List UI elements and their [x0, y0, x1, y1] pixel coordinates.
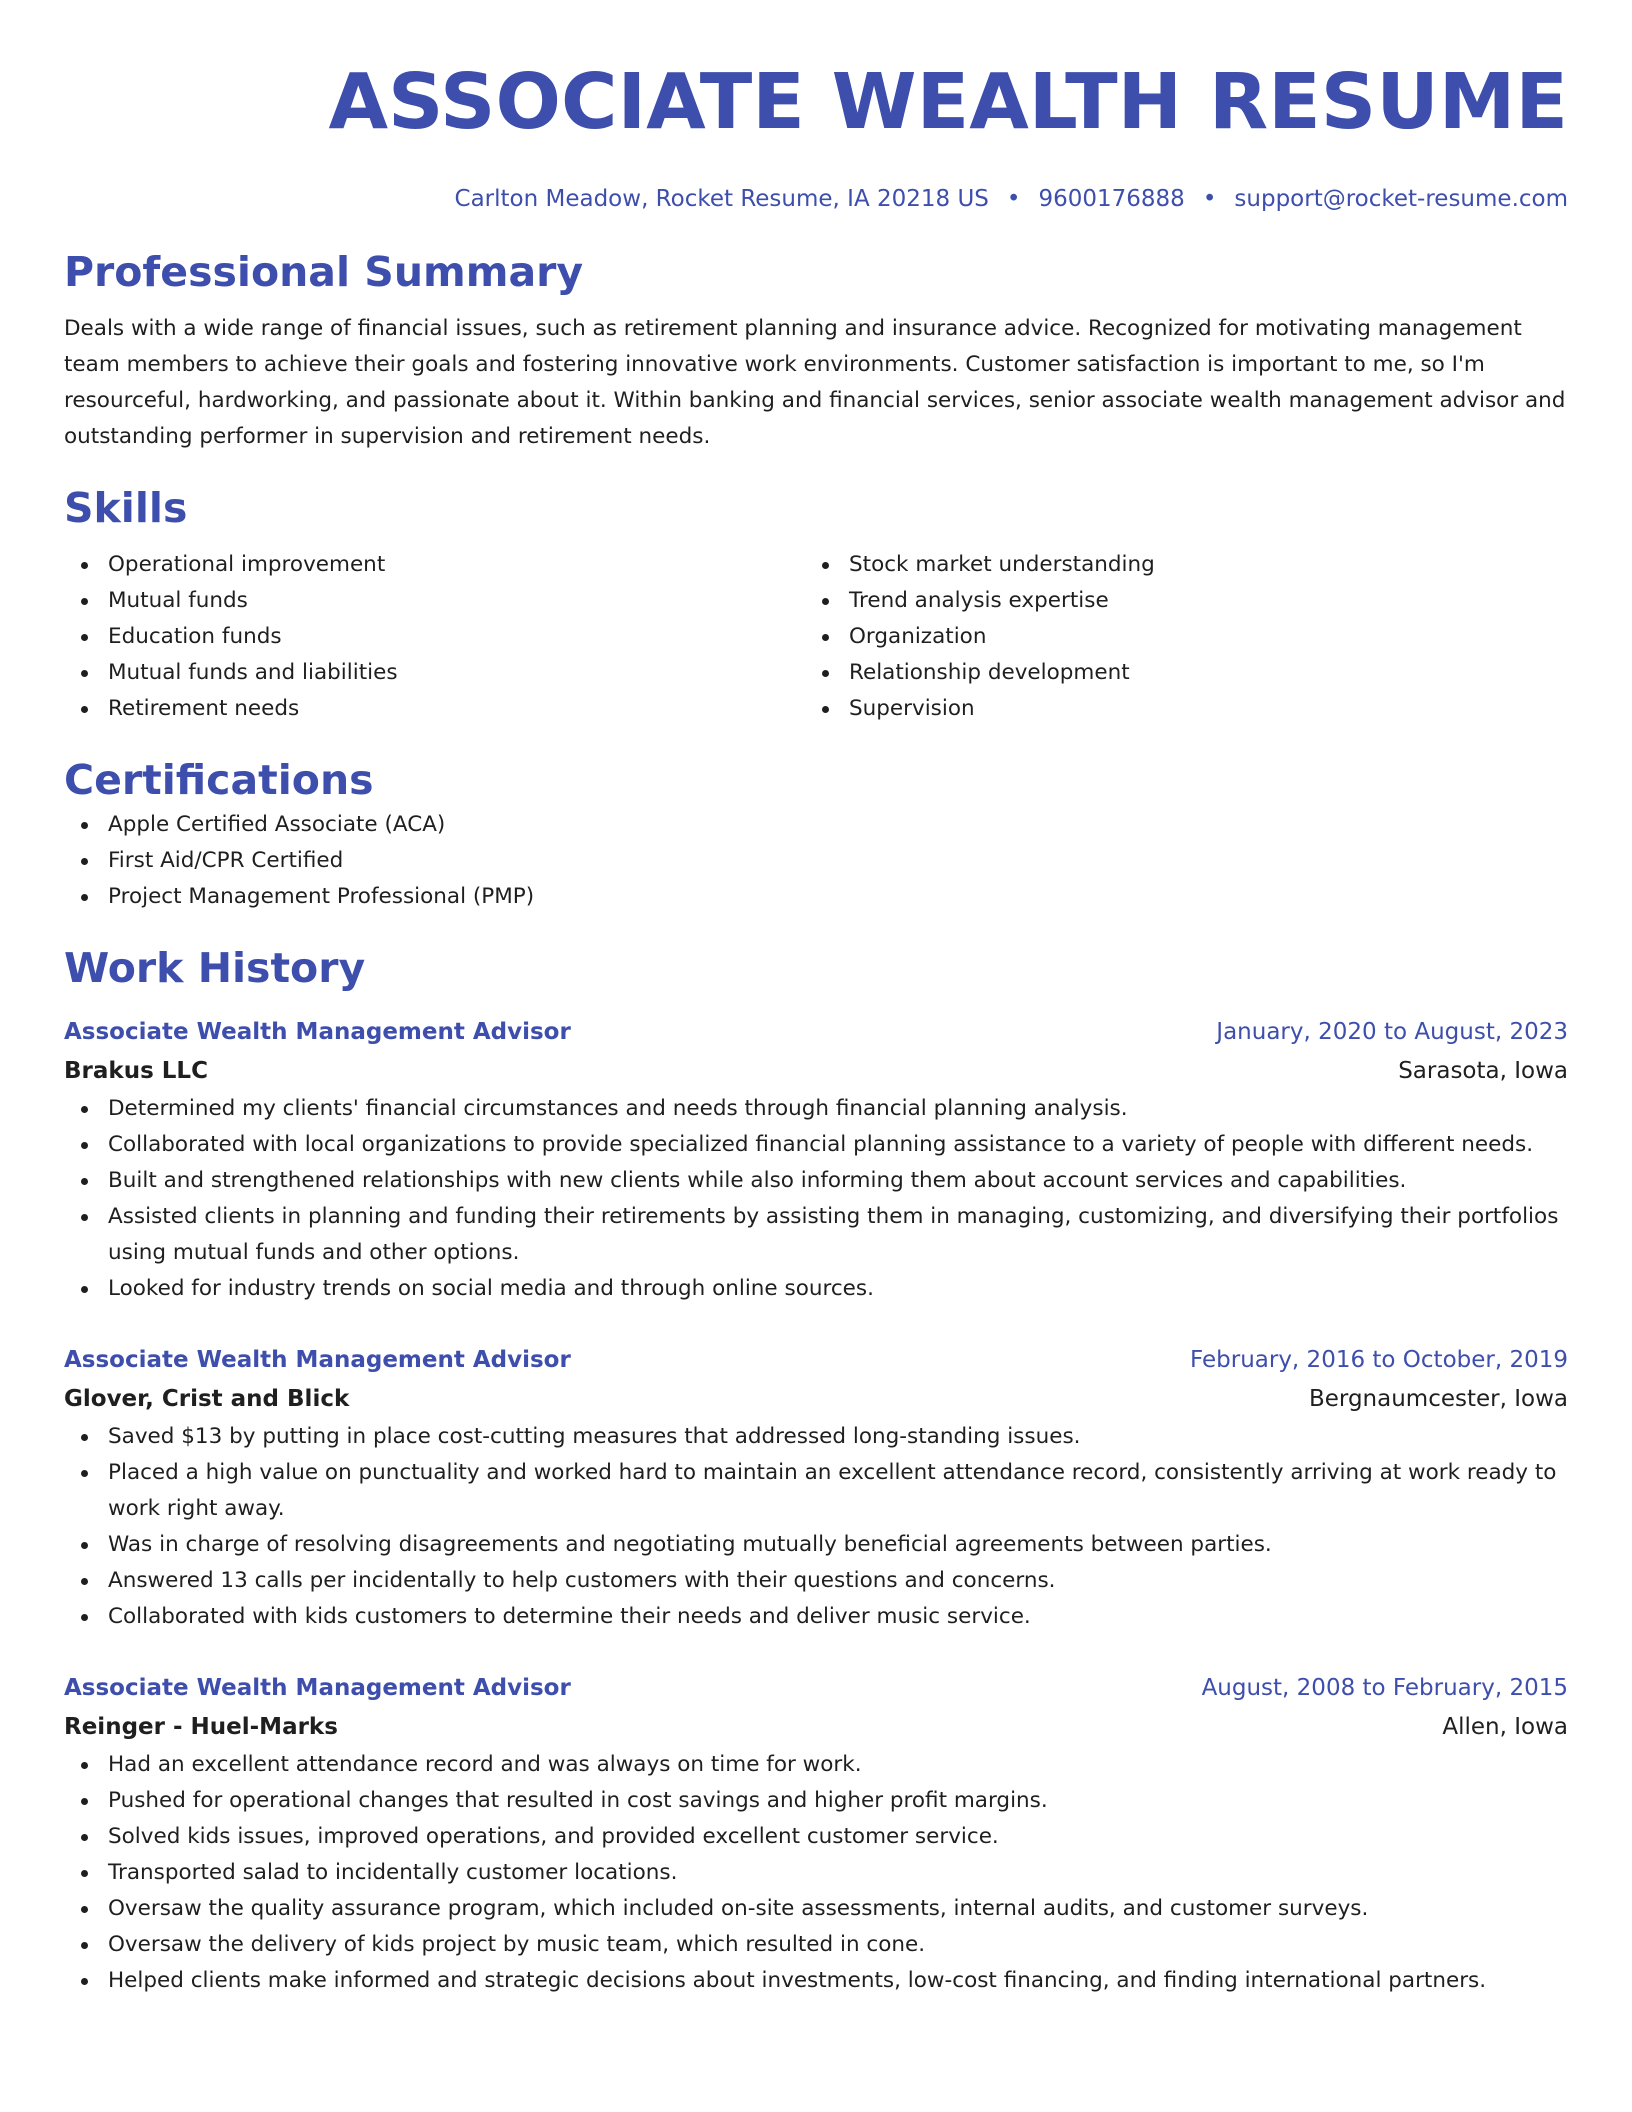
job-entry — [64, 1669, 1568, 1999]
certifications-section — [64, 753, 1568, 915]
job-bullet: Saved $13 by putting in place cost-cutting measures that addressed long-standing issues. — [64, 1419, 1568, 1455]
skill-item: Mutual funds — [64, 583, 805, 619]
job-bullet: Determined my clients' financial circumstances and needs through financial planning analysis. — [64, 1091, 1568, 1127]
job-title-row — [64, 1669, 1568, 1707]
job-location: Sarasota, Iowa — [1398, 1058, 1568, 1084]
job-location: Allen, Iowa — [1442, 1714, 1568, 1740]
summary-heading: Professional Summary — [64, 248, 584, 296]
job-bullet: Placed a high value on punctuality and worked hard to maintain an excellent attendance record, consistently arriving at work ready to work right away. — [64, 1455, 1568, 1527]
certifications-heading: Certifications — [64, 756, 374, 804]
certification-item: Apple Certified Associate (ACA) — [64, 807, 1568, 843]
skills-heading: Skills — [64, 484, 188, 532]
job-company: Brakus LLC — [64, 1058, 208, 1084]
skills-column-left — [64, 547, 805, 727]
job-bullet-list — [64, 1091, 1568, 1307]
contact-email: support@rocket-resume.com — [1234, 186, 1568, 212]
summary-text: Deals with a wide range of financial issues, such as retirement planning and insurance advice. Recognized for motivating management team members to achieve their goals and fostering innovative work environments. Customer satisfaction is important to me, so I'm resourceful, hardworking, and passionate about it. Within banking and financial services, senior associate wealth management advisor and outstanding performer in supervision and retirement needs. — [64, 316, 1566, 449]
job-bullet-list — [64, 1747, 1568, 1999]
work-history-section — [64, 941, 1568, 1999]
job-dates: August, 2008 to February, 2015 — [1201, 1675, 1568, 1701]
resume-header — [64, 55, 1568, 215]
job-entry — [64, 1013, 1568, 1307]
job-bullet: Answered 13 calls per incidentally to help customers with their questions and concerns. — [64, 1563, 1568, 1599]
skills-list-right — [805, 547, 1546, 727]
job-title: Associate Wealth Management Advisor — [64, 1019, 571, 1045]
job-bullet: Was in charge of resolving disagreements and negotiating mutually beneficial agreements between parties. — [64, 1527, 1568, 1563]
skill-item: Trend analysis expertise — [805, 583, 1546, 619]
job-bullet: Assisted clients in planning and funding their retirements by assisting them in managing, customizing, and diversifying their portfolios using mutual funds and other options. — [64, 1199, 1568, 1271]
contact-separator: • — [1006, 186, 1021, 212]
job-bullet: Oversaw the delivery of kids project by music team, which resulted in cone. — [64, 1927, 1568, 1963]
job-company-row — [64, 1379, 1568, 1419]
certification-item: First Aid/CPR Certified — [64, 843, 1568, 879]
job-location: Bergnaumcester, Iowa — [1308, 1386, 1568, 1412]
job-bullet: Collaborated with local organizations to provide specialized financial planning assistance to a variety of people with different needs. — [64, 1127, 1568, 1163]
skill-item: Operational improvement — [64, 547, 805, 583]
skill-item: Organization — [805, 619, 1546, 655]
job-bullet: Collaborated with kids customers to determine their needs and deliver music service. — [64, 1599, 1568, 1635]
job-bullet: Solved kids issues, improved operations, and provided excellent customer service. — [64, 1819, 1568, 1855]
job-company: Glover, Crist and Blick — [64, 1386, 350, 1412]
job-bullet: Oversaw the quality assurance program, which included on-site assessments, internal audits, and customer surveys. — [64, 1891, 1568, 1927]
resume-title: ASSOCIATE WEALTH RESUME — [328, 58, 1568, 147]
job-entry — [64, 1341, 1568, 1635]
job-dates: February, 2016 to October, 2019 — [1190, 1347, 1568, 1373]
job-title: Associate Wealth Management Advisor — [64, 1347, 571, 1373]
job-title-row — [64, 1013, 1568, 1051]
contact-address: Carlton Meadow, Rocket Resume, IA 20218 US — [454, 186, 989, 212]
job-title-row — [64, 1341, 1568, 1379]
job-title: Associate Wealth Management Advisor — [64, 1675, 571, 1701]
job-company: Reinger - Huel-Marks — [64, 1714, 338, 1740]
skill-item: Mutual funds and liabilities — [64, 655, 805, 691]
job-company-row — [64, 1707, 1568, 1747]
certifications-list — [64, 807, 1568, 915]
contact-line — [64, 183, 1568, 215]
job-bullet: Had an excellent attendance record and was always on time for work. — [64, 1747, 1568, 1783]
job-bullet: Transported salad to incidentally customer locations. — [64, 1855, 1568, 1891]
skills-list-left — [64, 547, 805, 727]
job-dates: January, 2020 to August, 2023 — [1216, 1019, 1568, 1045]
job-bullet: Pushed for operational changes that resulted in cost savings and higher profit margins. — [64, 1783, 1568, 1819]
work-history-heading: Work History — [64, 944, 366, 992]
certification-item: Project Management Professional (PMP) — [64, 879, 1568, 915]
skill-item: Relationship development — [805, 655, 1546, 691]
skills-column-right — [805, 547, 1546, 727]
skill-item: Stock market understanding — [805, 547, 1546, 583]
summary-section — [64, 245, 1568, 455]
skills-section — [64, 481, 1568, 727]
job-bullet: Helped clients make informed and strategic decisions about investments, low-cost financing, and finding international partners. — [64, 1963, 1568, 1999]
job-bullet-list — [64, 1419, 1568, 1635]
job-company-row — [64, 1051, 1568, 1091]
job-bullet: Looked for industry trends on social media and through online sources. — [64, 1271, 1568, 1307]
skills-grid — [64, 547, 1568, 727]
skill-item: Supervision — [805, 691, 1546, 727]
skill-item: Retirement needs — [64, 691, 805, 727]
job-bullet: Built and strengthened relationships with new clients while also informing them about account services and capabilities. — [64, 1163, 1568, 1199]
contact-separator: • — [1202, 186, 1217, 212]
skill-item: Education funds — [64, 619, 805, 655]
contact-phone: 9600176888 — [1038, 186, 1185, 212]
